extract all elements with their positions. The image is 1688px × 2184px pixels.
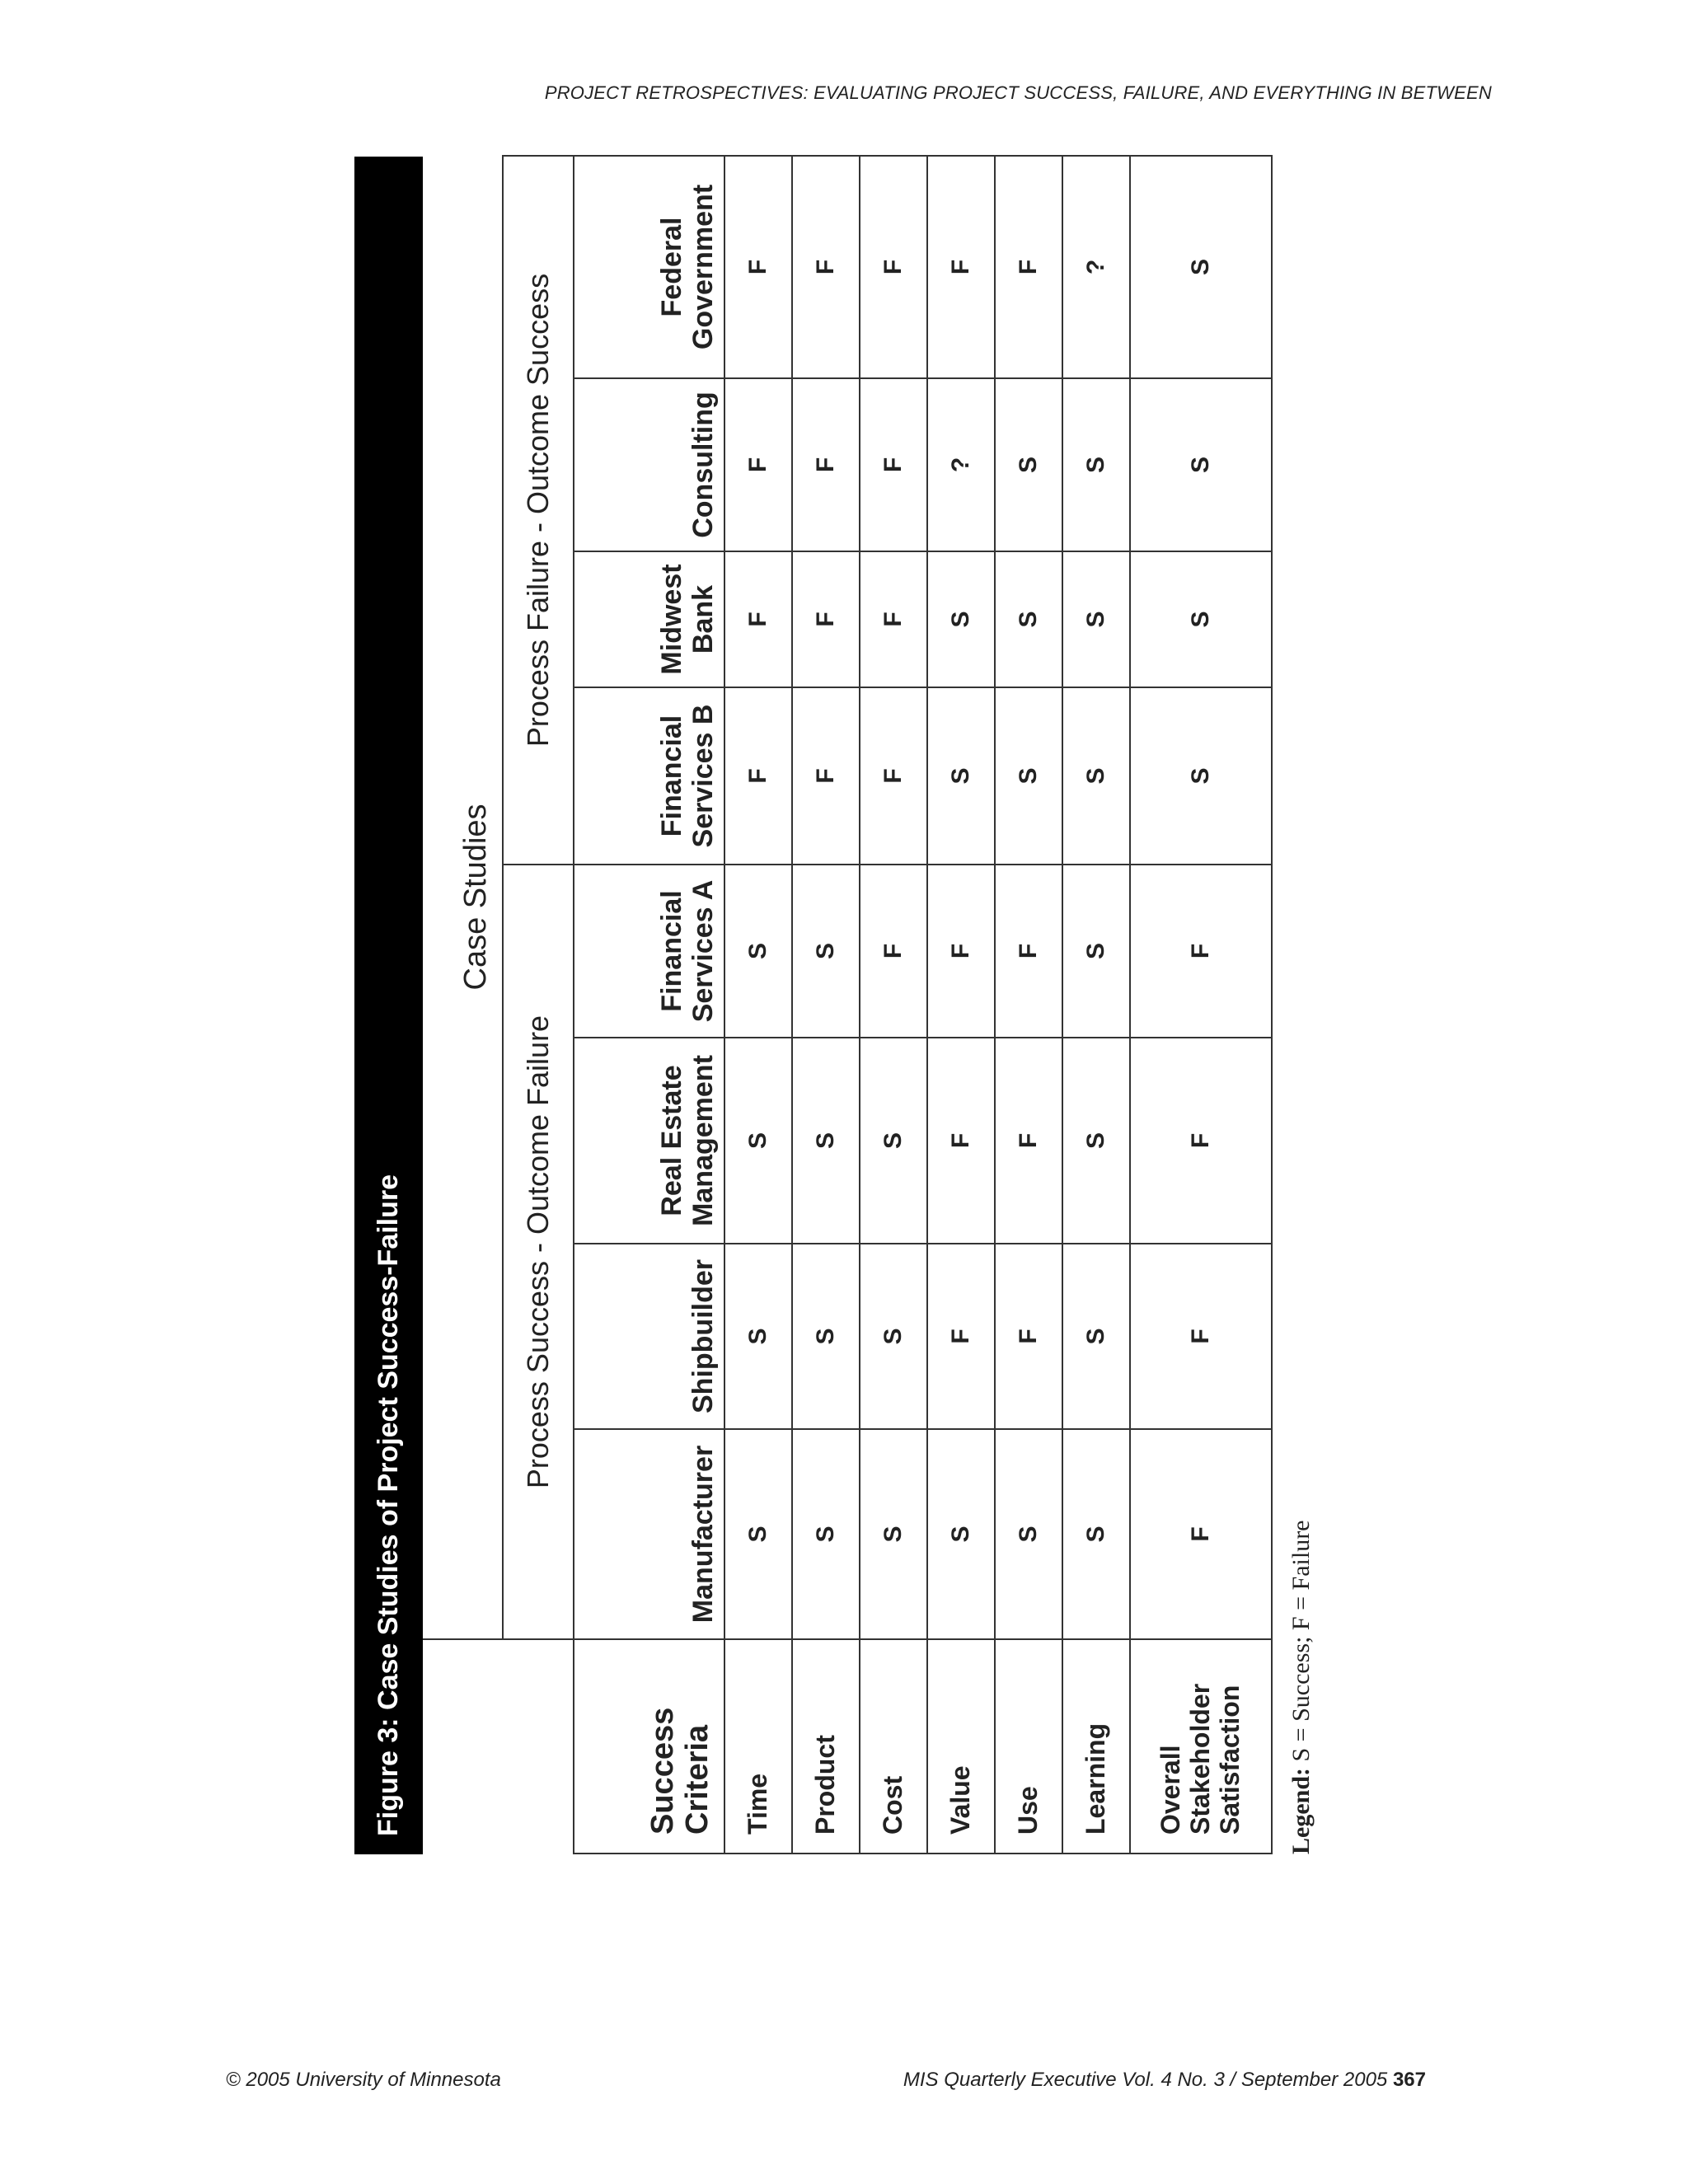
org-header: Financial Services A: [574, 865, 724, 1038]
rating-cell: F: [724, 156, 792, 378]
rating-cell: F: [995, 865, 1062, 1038]
table-row: [860, 156, 927, 1854]
org-header: Shipbuilder: [574, 1244, 724, 1429]
criterion-label: Product: [792, 1639, 860, 1854]
rating-cell: S: [860, 1429, 927, 1639]
rating-cell: F: [724, 378, 792, 551]
criterion-label: Cost: [860, 1639, 927, 1854]
rating-cell: F: [927, 865, 995, 1038]
rating-cell: F: [995, 1244, 1062, 1429]
org-header: Manufacturer: [574, 1429, 724, 1639]
rating-cell: S: [927, 1429, 995, 1639]
rating-cell: S: [1130, 687, 1272, 865]
rating-cell: S: [792, 1429, 860, 1639]
rating-cell: F: [927, 1244, 995, 1429]
group-header-process-failure: Process Failure - Outcome Success: [503, 156, 574, 865]
org-header: Financial Services B: [574, 687, 724, 865]
rating-cell: F: [860, 551, 927, 687]
page-number: 367: [1392, 2069, 1426, 2091]
criterion-label: Overall Stakeholder Satisfaction: [1130, 1639, 1272, 1854]
rating-cell: F: [995, 156, 1062, 378]
rating-cell: S: [927, 551, 995, 687]
figure-title: Figure 3: Case Studies of Project Success-Failure: [354, 157, 423, 1854]
rating-cell: S: [860, 1244, 927, 1429]
table-row: [1062, 156, 1130, 1854]
figure-3: [354, 157, 1315, 1854]
rating-cell: S: [724, 1244, 792, 1429]
org-header: Midwest Bank: [574, 551, 724, 687]
rating-cell: F: [724, 551, 792, 687]
rating-cell: S: [860, 1038, 927, 1244]
running-header: PROJECT RETROSPECTIVES: EVALUATING PROJECT SUCCESS, FAILURE, AND EVERYTHING IN BETWEEN: [544, 82, 1492, 103]
legend-label: Legend:: [1287, 1768, 1315, 1854]
rating-cell: S: [995, 1429, 1062, 1639]
rating-cell: S: [792, 1038, 860, 1244]
table-row: [792, 156, 860, 1854]
criterion-label: Value: [927, 1639, 995, 1854]
header-row-case-studies: [423, 156, 503, 1854]
case-studies-header: Case Studies: [423, 156, 503, 1639]
rating-cell: F: [995, 1038, 1062, 1244]
rating-cell: S: [995, 551, 1062, 687]
rating-cell: F: [792, 378, 860, 551]
rating-cell: F: [860, 687, 927, 865]
table-row: [995, 156, 1062, 1854]
rating-cell: F: [1130, 865, 1272, 1038]
table-row: [927, 156, 995, 1854]
footer-copyright: © 2005 University of Minnesota: [226, 2069, 501, 2091]
rating-cell: F: [724, 687, 792, 865]
criterion-label: Learning: [1062, 1639, 1130, 1854]
rating-cell: F: [1130, 1038, 1272, 1244]
criterion-label: Time: [724, 1639, 792, 1854]
rating-cell: F: [792, 156, 860, 378]
org-header: Consulting: [574, 378, 724, 551]
legend-text: S = Success; F = Failure: [1287, 1520, 1315, 1762]
org-header: Real Estate Management: [574, 1038, 724, 1244]
rating-cell: F: [792, 551, 860, 687]
rating-cell: S: [1062, 1038, 1130, 1244]
rating-cell: F: [860, 378, 927, 551]
rating-cell: ?: [927, 378, 995, 551]
rating-cell: ?: [1062, 156, 1130, 378]
org-header: Federal Government: [574, 156, 724, 378]
footer-citation: MIS Quarterly Executive Vol. 4 No. 3 / September 2005: [903, 2069, 1388, 2091]
rating-cell: F: [1130, 1244, 1272, 1429]
rating-cell: S: [1130, 378, 1272, 551]
rating-cell: F: [1130, 1429, 1272, 1639]
table-row: [724, 156, 792, 1854]
header-row-organizations: [574, 156, 724, 1854]
rating-cell: S: [792, 865, 860, 1038]
blank-corner: [423, 1639, 574, 1854]
rating-cell: S: [1062, 1244, 1130, 1429]
table-row: [1130, 156, 1272, 1854]
rating-cell: S: [1062, 551, 1130, 687]
rating-cell: S: [1130, 156, 1272, 378]
rating-cell: F: [927, 156, 995, 378]
table-body: [724, 156, 1272, 1854]
rating-cell: S: [792, 1244, 860, 1429]
footer-citation-block: [903, 2069, 1426, 2092]
rating-cell: S: [927, 687, 995, 865]
criterion-label: Use: [995, 1639, 1062, 1854]
case-studies-table: [423, 155, 1273, 1854]
rating-cell: S: [1130, 551, 1272, 687]
rating-cell: S: [1062, 865, 1130, 1038]
rating-cell: S: [724, 865, 792, 1038]
criteria-header: Success Criteria: [574, 1639, 724, 1854]
rating-cell: S: [1062, 687, 1130, 865]
rating-cell: S: [724, 1038, 792, 1244]
group-header-process-success: Process Success - Outcome Failure: [503, 865, 574, 1639]
legend: [1287, 157, 1315, 1854]
rating-cell: S: [1062, 378, 1130, 551]
rating-cell: F: [860, 865, 927, 1038]
rating-cell: S: [995, 687, 1062, 865]
rating-cell: S: [724, 1429, 792, 1639]
rating-cell: F: [860, 156, 927, 378]
header-row-groups: [503, 156, 574, 1854]
rating-cell: F: [792, 687, 860, 865]
rating-cell: S: [995, 378, 1062, 551]
rating-cell: S: [1062, 1429, 1130, 1639]
rating-cell: F: [927, 1038, 995, 1244]
